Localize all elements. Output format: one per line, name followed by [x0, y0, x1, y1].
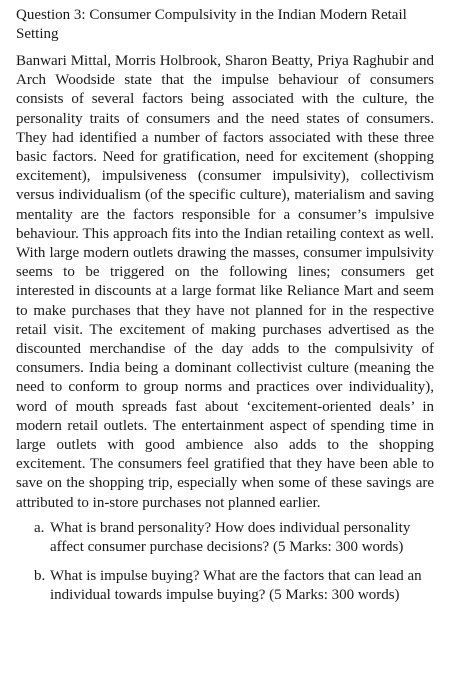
subquestion-b-text: What is impulse buying? What are the factors that can lead an individual towards impulse buying? (5 Marks: 300 words) [50, 567, 422, 603]
subquestion-list [16, 519, 434, 605]
subquestion-a-text: What is brand personality? How does individual personality affect consumer purchase decisions? (5 Marks: 300 words) [50, 519, 411, 555]
subquestion-b-marker: b. [34, 567, 46, 584]
subquestion-b [34, 567, 434, 605]
document [16, 6, 434, 605]
subquestion-a-marker: a. [34, 519, 45, 536]
subquestion-a [34, 519, 434, 557]
case-study-paragraph: Banwari Mittal, Morris Holbrook, Sharon Beatty, Priya Raghubir and Arch Woodside state that the impulse behaviour of consumers consists of several factors being associated with the culture, the personality traits of consumers and the need states of consumers. They had identified a number of factors associated with these three basic factors. Need for gratification, need for excitement (shopping excitement), impulsiveness (consumer impulsivity), collectivism versus individualism (of the specific culture), materialism and saving mentality are the factors responsible for a consumer’s impulsive behaviour. This approach fits into the Indian retailing context as well. With large modern outlets drawing the masses, consumer impulsivity seems to be triggered on the following lines; consumers get interested in discounts at a large format like Reliance Mart and seem to make purchases that they have not planned for in the respective retail visit. The excitement of making purchases advertised as the discounted merchandise of the day adds to the compulsivity of consumers. India being a dominant collectivist culture (meaning the need to conform to group norms and practices over individuality), word of mouth spreads fast about ‘excitement-oriented deals’ in modern retail outlets. The entertainment aspect of spending time in large outlets with good ambience also adds to the shopping excitement. The consumers feel gratified that they have been able to save on the shopping trip, especially when some of these savings are attributed to in-store purchases not planned earlier. [16, 53, 434, 511]
question-title: Question 3: Consumer Compulsivity in the Indian Modern Retail Setting [16, 7, 407, 42]
